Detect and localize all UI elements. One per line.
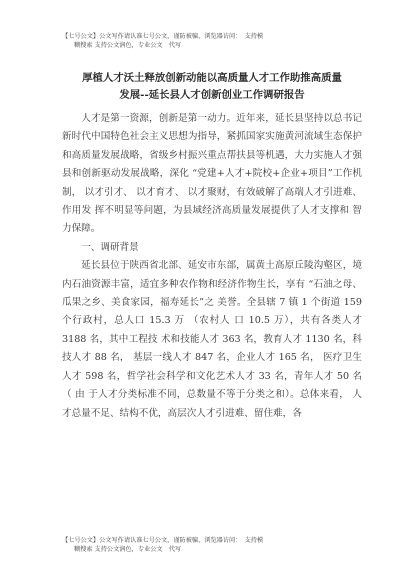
footer-line-1: 【七号公文】公文写作请认准七号公文，谨防被骗，浏览器访问： 支持模 (62, 537, 264, 544)
document-body (62, 110, 362, 423)
document-title (62, 70, 362, 104)
paragraph-background: 延长县位于陕西省北部、延安市东部，属黄土高原丘陵沟壑区，境内石油资源丰富，适宜多种农作物和经济作物生长，享有 “石油之母、瓜果之乡、美食家园，福寿延长”之 美誉。全县辖 7 镇 1 个街道 159 个行政村，总人口 15.3 万 （农村人 口 10.5 万），共有各类人才 3188 名，其中工程技 术和技能人才 363 名，教育人才 1130 名，科技人才 88 名， 基层一线人才 847 名，企业人才 165 名， 医疗卫生人才 598 名，哲学社会科学和文化艺术人才 33 名，青年人才 50 名（ 由 于人才分类标准不同，总数量不等于分类之和）。总体来看， 人才总量不足、结构不优，高层次人才引进难、留住难，各 (62, 260, 362, 419)
paragraph-intro: 人才是第一资源，创新是第一动力。近年来，延长县坚持以总书记新时代中国特色社会主义思想为指导，紧抓国家实施黄河流域生态保护和高质量发展战略，省级乡村振兴重点帮扶县等机遇，大力实施人才强县和创新驱动发展战略，深化 “党建+人才+院校+企业+项目”工作机制， 以才引才、 以才育才、 以才聚财，有效破解了高端人才引进难、作用发 挥不明显等问题，为县域经济高质量发展提供了人才支撑和 智力保障。 (62, 113, 362, 235)
title-line-1: 厚植人才沃土释放创新动能以高质量人才工作助推高质量 (82, 72, 342, 84)
page-header (62, 32, 362, 50)
header-line-1: 【七号公文】公文写作请认准七号公文，谨防被骗，浏览器访问： 支持模 (62, 33, 264, 40)
header-line-2: 糊搜索 支持公文润色，专业公文 代写 (74, 42, 182, 49)
section-heading-background: 一、调研背景 (81, 241, 139, 253)
page-footer (62, 536, 362, 554)
footer-line-2: 糊搜索 支持公文润色，专业公文 代写 (74, 546, 182, 553)
title-line-2: 发展--延长县人才创新创业工作调研报告 (119, 89, 305, 101)
